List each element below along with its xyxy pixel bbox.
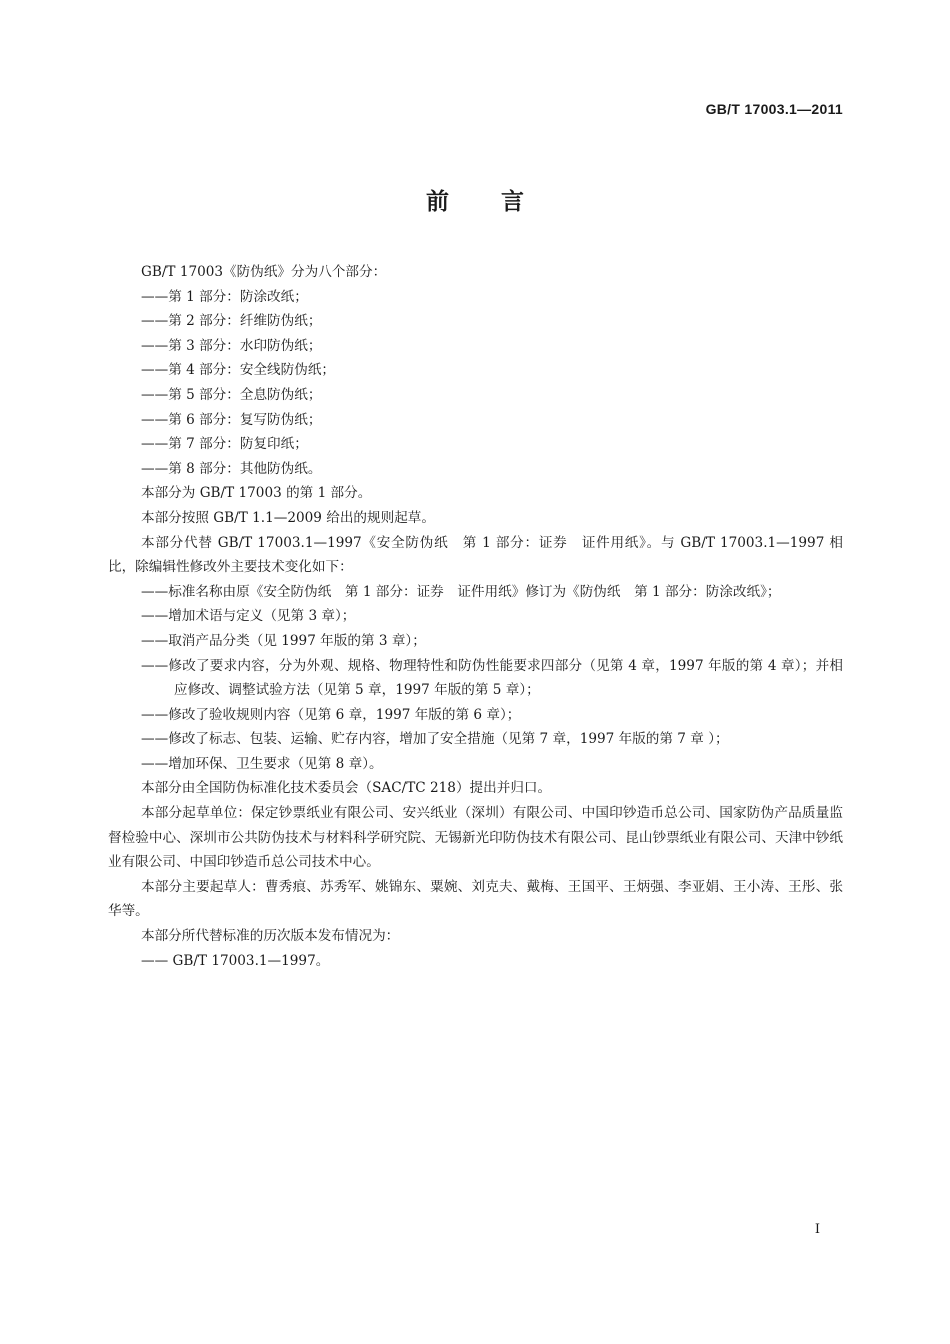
list-item: ——增加术语与定义（见第 3 章）； bbox=[141, 608, 356, 625]
list-item: ——第 8 部分：其他防伪纸。 bbox=[141, 460, 322, 477]
paragraph: GB/T 17003《防伪纸》分为八个部分： bbox=[141, 264, 387, 280]
list-item: ——第 1 部分：防涂改纸； bbox=[141, 288, 308, 305]
paragraph: 本部分为 GB/T 17003 的第 1 部分。 bbox=[141, 485, 372, 502]
list-item: ——增加环保、卫生要求（见第 8 章）。 bbox=[141, 755, 383, 772]
paragraph: 本部分主要起草人：曹秀痕、苏秀军、姚锦东、粟婉、刘克夫、戴梅、王国平、王炳强、李亚娟、王小涛、王彤、张华等。 bbox=[108, 878, 843, 920]
list-item: ——修改了验收规则内容（见第 6 章，1997 年版的第 6 章）； bbox=[141, 706, 521, 723]
document-body bbox=[108, 260, 843, 973]
page-title: 前言 bbox=[426, 189, 576, 215]
list-item: ——第 3 部分：水印防伪纸； bbox=[141, 337, 322, 354]
list-item: ——修改了标志、包装、运输、贮存内容，增加了安全措施（见第 7 章，1997 年版的第 7 章 ）； bbox=[141, 731, 729, 748]
list-item: ——第 4 部分：安全线防伪纸； bbox=[141, 362, 336, 379]
paragraph: 本部分由全国防伪标准化技术委员会（SAC/TC 218）提出并归口。 bbox=[141, 780, 552, 797]
list-item: ——第 2 部分：纤维防伪纸； bbox=[141, 313, 322, 330]
list-item: ——取消产品分类（见 1997 年版的第 3 章）； bbox=[141, 632, 426, 649]
list-item: ——第 6 部分：复写防伪纸； bbox=[141, 411, 322, 428]
standard-number: GB/T 17003.1—2011 bbox=[705, 101, 843, 117]
paragraph: 本部分按照 GB/T 1.1—2009 给出的规则起草。 bbox=[141, 509, 435, 526]
paragraph: 本部分起草单位：保定钞票纸业有限公司、安兴纸业（深圳）有限公司、中国印钞造币总公司、国家防伪产品质量监督检验中心、深圳市公共防伪技术与材料科学研究院、无锡新光印防伪技术有限公司、昆山钞票纸业有限公司、天津中钞纸业有限公司、中国印钞造币总公司技术中心。 bbox=[108, 805, 843, 871]
list-item: ——第 5 部分：全息防伪纸； bbox=[141, 386, 322, 403]
list-item: ——第 7 部分：防复印纸； bbox=[141, 436, 308, 453]
list-item: ——修改了要求内容，分为外观、规格、物理特性和防伪性能要求四部分（见第 4 章，1997 年版的第 4 章）；并相应修改、调整试验方法（见第 5 章，1997 年版的第 5 章）； bbox=[141, 657, 843, 699]
list-item: —— GB/T 17003.1—1997。 bbox=[141, 952, 330, 969]
list-item: ——标准名称由原《安全防伪纸 第 1 部分：证券 证件用纸》修订为《防伪纸 第 1 部分：防涂改纸》； bbox=[141, 583, 781, 600]
page-number: I bbox=[814, 1222, 820, 1237]
paragraph: 本部分代替 GB/T 17003.1—1997《安全防伪纸 第 1 部分：证券 证件用纸》。与 GB/T 17003.1—1997 相比，除编辑性修改外主要技术变化如下： bbox=[108, 534, 843, 576]
paragraph: 本部分所代替标准的历次版本发布情况为： bbox=[141, 928, 400, 945]
